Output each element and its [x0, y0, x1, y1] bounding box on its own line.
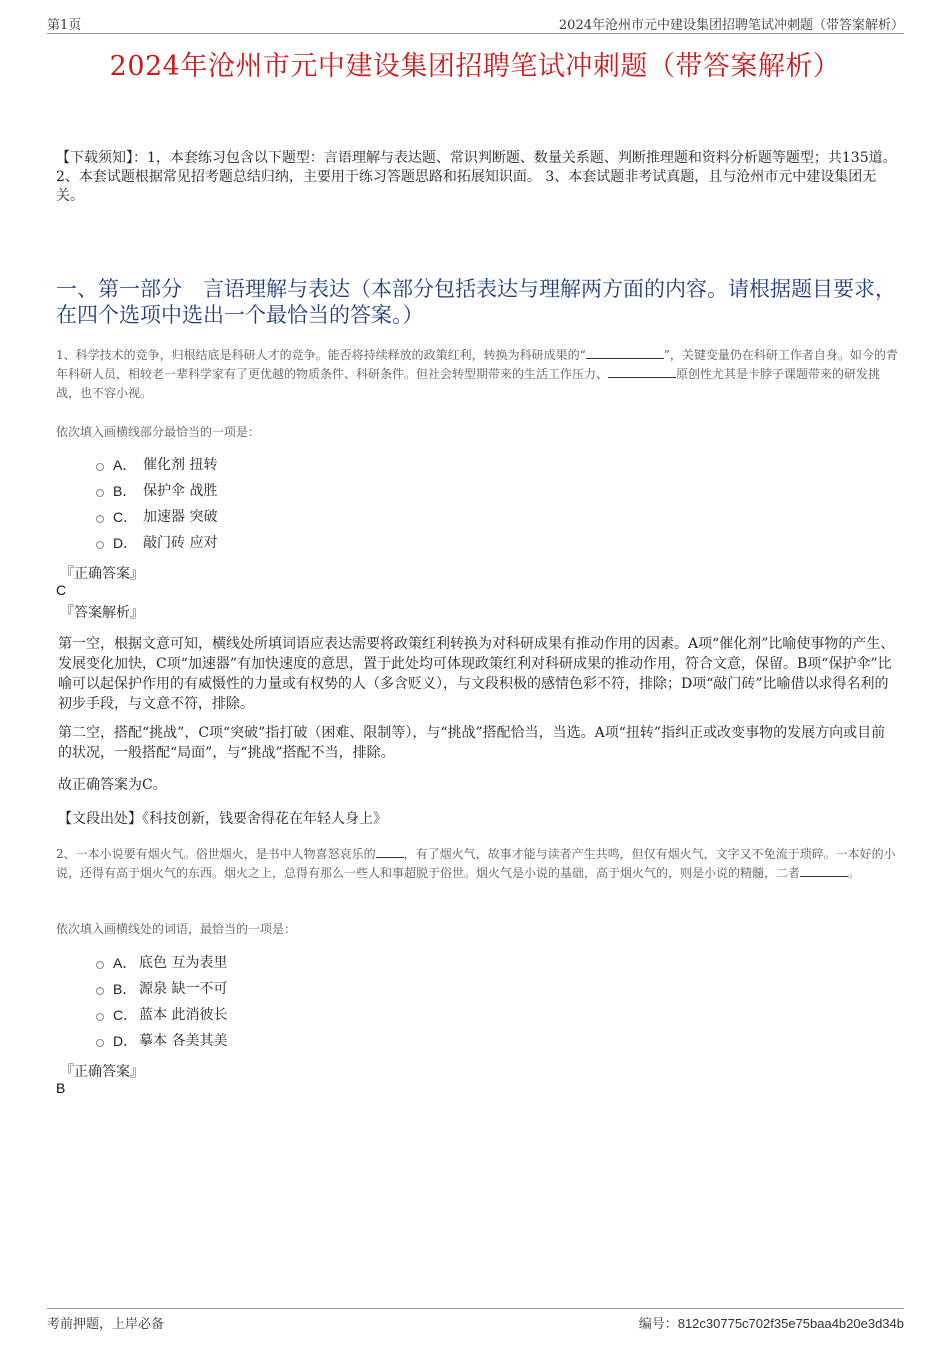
radio-icon[interactable]	[96, 489, 104, 497]
q1-answer: C	[56, 582, 67, 598]
q2-stem-part-c: 。	[848, 866, 861, 880]
q1-analysis-label: 『答案解析』	[60, 605, 144, 621]
header-divider	[47, 33, 904, 34]
q1-stem-part-c: 原创性尤其是卡脖子课题带来的研发挑战，也不容小视。	[56, 367, 881, 400]
q1-conclusion: 故正确答案为C。	[58, 777, 167, 793]
q1-stem-part-b: ”，关键变量仍在科研工作者自身。如今的青年科研人员，相较老一辈科学家有了更优越的物质条件、科研条件。但社会转型期带来的生活工作压力、	[56, 348, 898, 381]
option-letter: B．	[113, 981, 137, 997]
option-text: 源泉 缺一不可	[139, 981, 228, 997]
section-heading: 一、第一部分 言语理解与表达（本部分包括表达与理解两方面的内容。请根据题目要求，在四个选项中选出一个最恰当的答案。）	[56, 277, 896, 327]
running-header-title: 2024年沧州市元中建设集团招聘笔试冲刺题（带答案解析）	[558, 18, 904, 33]
document-serial	[639, 1313, 904, 1332]
q2-answer-label: 『正确答案』	[60, 1064, 144, 1080]
option-letter: D．	[113, 1033, 138, 1049]
option-letter: B．	[113, 483, 137, 499]
q2-stem-part-a: 2、一本小说要有烟火气。俗世烟火，是书中人物喜怒哀乐的	[56, 847, 376, 861]
blank-2	[800, 864, 848, 877]
q1-option-c[interactable]	[96, 507, 217, 527]
question-1-prompt: 依次填入画横线部分最恰当的一项是：	[56, 425, 261, 439]
q2-option-a[interactable]	[96, 953, 227, 973]
radio-icon[interactable]	[96, 541, 104, 549]
q1-source: 【文段出处】《科技创新，钱要舍得花在年轻人身上》	[58, 811, 387, 827]
option-text: 催化剂 扭转	[143, 457, 218, 473]
blank-1	[376, 845, 404, 858]
q1-analysis-paragraph-2: 第二空，搭配“挑战”，C项“突破”指打破（困难、限制等），与“挑战”搭配恰当，当选。A项“扭转”指纠正或改变事物的发展方向或目前的状况，一般搭配“局面”，与“挑战”搭配不当，排除。	[58, 725, 886, 761]
document-title: 2024年沧州市元中建设集团招聘笔试冲刺题（带答案解析）	[109, 51, 841, 82]
option-letter: C．	[113, 509, 138, 525]
radio-icon[interactable]	[96, 515, 104, 523]
option-text: 敲门砖 应对	[143, 535, 218, 551]
blank-2	[608, 365, 676, 378]
question-2-stem	[56, 845, 899, 883]
q1-analysis-paragraph-1: 第一空，根据文意可知，横线处所填词语应表达需要将政策红利转换为对科研成果有推动作用的因素。A项“催化剂”比喻使事物的产生、发展变化加快，C项“加速器”有加快速度的意思，置于此处均可体现政策红利对科研成果的推动作用，符合文意，保留。B项“保护伞”比喻可以起保护作用的有威慑性的力量或有权势的人（多含贬义），与文段积极的感情色彩不符，排除；D项“敲门砖”比喻借以求得名利的初步手段，与文意不符，排除。	[58, 636, 895, 712]
option-text: 保护伞 战胜	[143, 483, 218, 499]
option-text: 加速器 突破	[143, 509, 218, 525]
serial-value: 812c30775c702f35e75baa4b20e3d34b	[677, 1316, 904, 1331]
question-1-stem	[56, 346, 899, 403]
q2-option-c[interactable]	[96, 1005, 227, 1025]
q2-option-d[interactable]	[96, 1031, 227, 1051]
radio-icon[interactable]	[96, 1039, 104, 1047]
blank-1	[586, 346, 664, 359]
option-text: 底色 互为表里	[139, 955, 228, 971]
option-letter: D．	[113, 535, 138, 551]
q1-option-d[interactable]	[96, 533, 217, 553]
footer-divider	[47, 1308, 904, 1309]
page-number: 第1页	[47, 18, 82, 33]
radio-icon[interactable]	[96, 961, 104, 969]
serial-label: 编号：	[638, 1317, 678, 1332]
q1-stem-part-a: 1、科学技术的竞争，归根结底是科研人才的竞争。能否将持续释放的政策红利，转换为科研成果的“	[56, 348, 586, 362]
q2-stem-part-b: ，有了烟火气，故事才能与读者产生共鸣，但仅有烟火气，文字又不免流于琐碎。一本好的小说，还得有高于烟火气的东西。烟火之上，总得有那么一些人和事超脱于俗世。烟火气是小说的基础，高于烟火气的，则是小说的精髓，二者	[56, 847, 896, 880]
q2-option-b[interactable]	[96, 979, 227, 999]
radio-icon[interactable]	[96, 463, 104, 471]
radio-icon[interactable]	[96, 1013, 104, 1021]
q1-answer-label: 『正确答案』	[60, 566, 144, 582]
download-notice: 【下载须知】：1，本套练习包含以下题型：言语理解与表达题、常识判断题、数量关系题、判断推理题和资料分析题等题型；共135道。 2、本套试题根据常见招考题总结归纳，主要用于练习答题思路和拓展知识面。 3、本套试题非考试真题，且与沧州市元中建设集团无关。	[56, 150, 897, 204]
option-letter: C．	[113, 1007, 138, 1023]
option-text: 摹本 各美其美	[139, 1033, 228, 1049]
q2-answer: B	[56, 1080, 66, 1096]
option-text: 蓝本 此消彼长	[139, 1007, 228, 1023]
question-2-prompt: 依次填入画横线处的词语，最恰当的一项是：	[56, 922, 297, 936]
option-letter: A．	[113, 955, 137, 971]
q1-option-b[interactable]	[96, 481, 217, 501]
footer-slogan: 考前押题，上岸必备	[47, 1317, 165, 1332]
radio-icon[interactable]	[96, 987, 104, 995]
q1-option-a[interactable]	[96, 455, 217, 475]
option-letter: A．	[113, 457, 137, 473]
